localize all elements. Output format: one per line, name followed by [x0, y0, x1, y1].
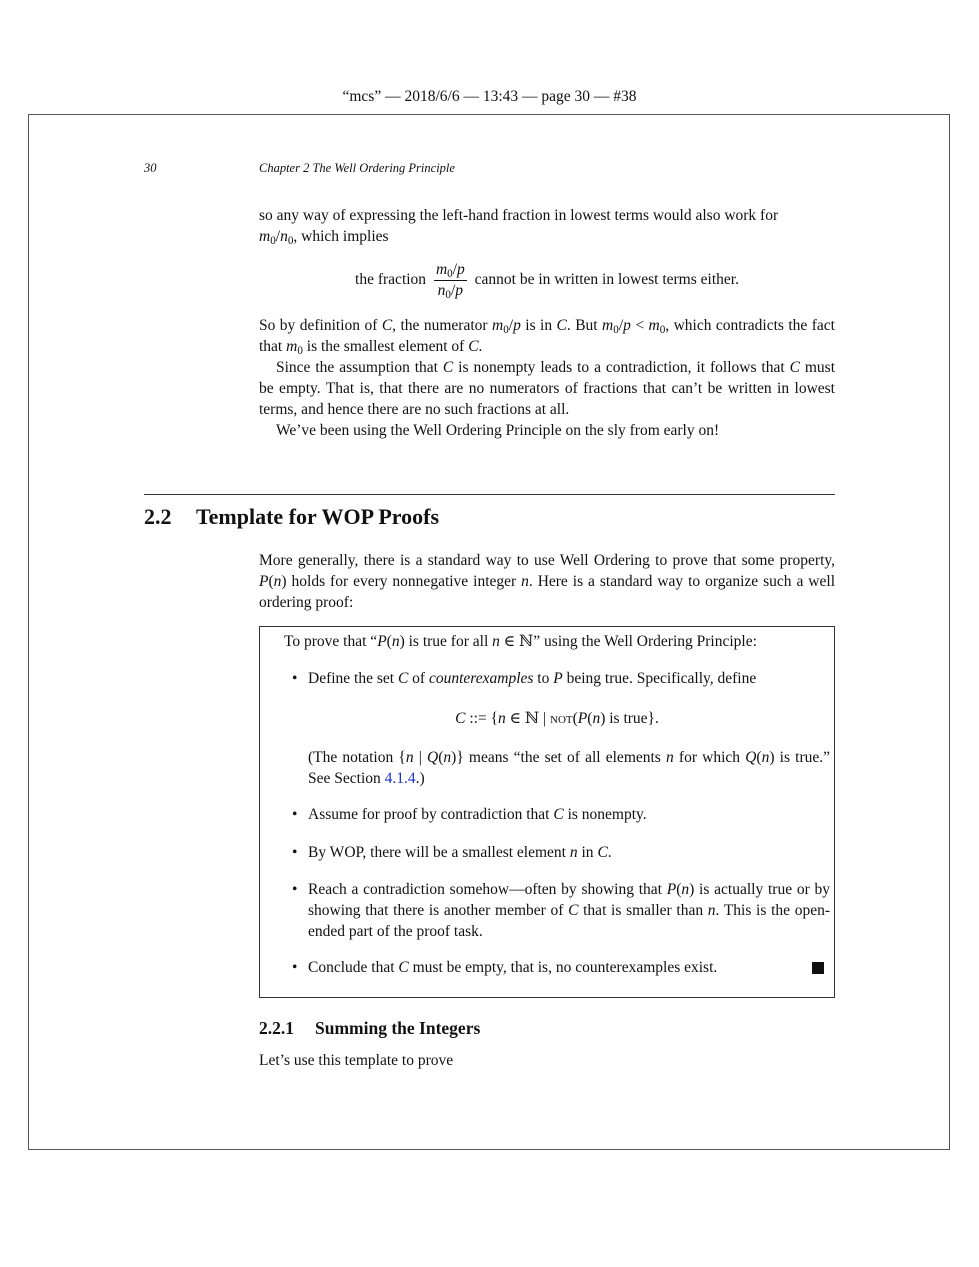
- paragraph-2: So by definition of C, the numerator $m_0/p$ is in C. But $m_0/p < m_0$, which contradicts the fact that $m_0$ is the smallest element of C. Since the assumption that C is nonempty leads to a contradiction, it follows that C must be empty. That is, that there are no numerators of fractions that can’t be written in lowest terms, and hence there are no such fractions at all. We’ve been using the Well Ordering Principle on the sly from early on!: [259, 317, 836, 439]
- subsection-heading: 2.2.1 Summing the Integers: [259, 1018, 481, 1038]
- set-definition: C ::= {n ∈ ℕ | not(P(n) is true}.: [455, 710, 659, 727]
- template-box: To prove that “P(n) is true for all n ∈ ℕ” using the Well Ordering Principle: • Define the set C of counterexamples to P being true. Specifically, define C ::= {n ∈ ℕ | not(P(n) is true}. (The notation {n | Q(n)} means “the set of all elements n for which Q(n) is true.” See Section 4.1.4.) • Assume for proof by contradiction that C is nonempty. • By WOP, there will be a smallest element n in C. • Reach a contradiction somehow—often by showing that P(n) is actually true or by showing that there is another member of C that is smaller than n. This is the open-ended part of the proof task. • Conclude that C must be empty, that is, no counterexamples exist.: [259, 626, 835, 998]
- running-header: “mcs” — 2018/6/6 — 13:43 — page 30 — #38: [342, 88, 637, 105]
- paragraph-4: Let’s use this template to prove: [259, 1052, 454, 1069]
- section-heading: 2.2 Template for WOP Proofs: [144, 504, 440, 529]
- page-number: 30: [144, 161, 157, 175]
- paragraph-3: More generally, there is a standard way to use Well Ordering to prove that some property, P(n) holds for every nonnegative integer n. Here is a standard way to organize such a well ordering proof:: [259, 552, 835, 611]
- section-rule: [144, 494, 835, 495]
- display-equation-fraction: the fraction $\frac{m_0/p}{n_0/p}$ cannot be in written in lowest terms either.: [355, 261, 739, 301]
- paragraph-1: so any way of expressing the left-hand fraction in lowest terms would also work for $m_0/n_0$, which implies: [259, 207, 779, 247]
- fraction: $\frac{m_0/p}{n_0/p}$: [435, 261, 465, 301]
- section-link[interactable]: 4.1.4: [384, 770, 416, 787]
- template-intro: To prove that “P(n) is true for all n ∈ ℕ” using the Well Ordering Principle:: [284, 633, 757, 650]
- qed-square-icon: [812, 962, 824, 974]
- chapter-header: Chapter 2 The Well Ordering Principle: [259, 161, 455, 175]
